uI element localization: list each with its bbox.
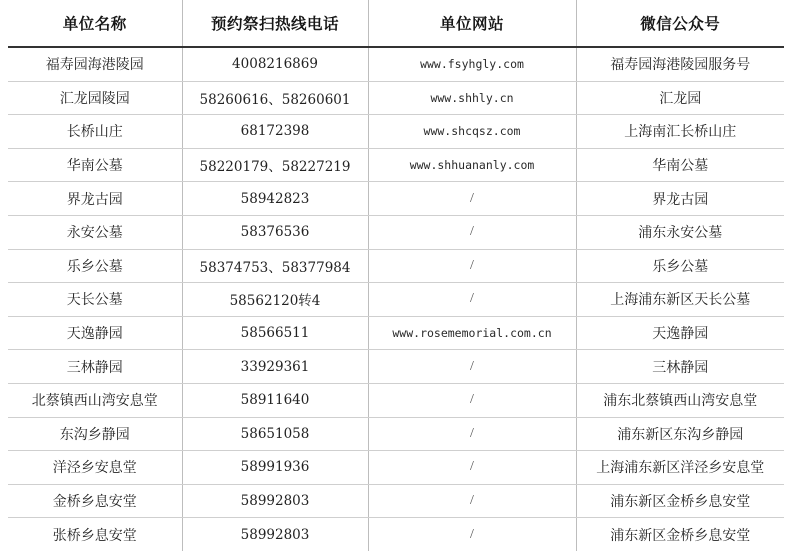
table-row <box>8 350 784 384</box>
website-cell: / <box>368 518 576 551</box>
wechat-cell: 上海南汇长桥山庄 <box>576 115 784 149</box>
phone-cell: 58992803 <box>182 484 368 518</box>
phone-cell: 58374753、58377984 <box>182 249 368 283</box>
website-cell: / <box>368 383 576 417</box>
website-cell: / <box>368 215 576 249</box>
wechat-cell: 乐乡公墓 <box>576 249 784 283</box>
phone-cell: 58566511 <box>182 316 368 350</box>
website-cell: / <box>368 249 576 283</box>
website-cell[interactable]: www.shcqsz.com <box>368 115 576 149</box>
table-row <box>8 249 784 283</box>
unit-name-cell: 华南公墓 <box>8 148 182 182</box>
wechat-cell: 浦东新区金桥乡息安堂 <box>576 484 784 518</box>
table-row <box>8 215 784 249</box>
wechat-cell: 华南公墓 <box>576 148 784 182</box>
phone-cell: 58562120转4 <box>182 283 368 317</box>
website-cell: / <box>368 417 576 451</box>
wechat-cell: 天逸静园 <box>576 316 784 350</box>
header-wechat-account: 微信公众号 <box>576 0 784 47</box>
unit-name-cell: 汇龙园陵园 <box>8 81 182 115</box>
table-row <box>8 47 784 81</box>
unit-name-cell: 乐乡公墓 <box>8 249 182 283</box>
table-row <box>8 148 784 182</box>
table-row <box>8 316 784 350</box>
unit-name-cell: 金桥乡息安堂 <box>8 484 182 518</box>
header-website: 单位网站 <box>368 0 576 47</box>
wechat-cell: 汇龙园 <box>576 81 784 115</box>
table-row <box>8 283 784 317</box>
website-cell: / <box>368 283 576 317</box>
wechat-cell: 上海浦东新区洋泾乡安息堂 <box>576 451 784 485</box>
phone-cell: 58942823 <box>182 182 368 216</box>
wechat-cell: 福寿园海港陵园服务号 <box>576 47 784 81</box>
website-cell: / <box>368 484 576 518</box>
website-cell[interactable]: www.fsyhgly.com <box>368 47 576 81</box>
cemetery-directory-table <box>8 0 784 551</box>
website-cell: / <box>368 451 576 485</box>
unit-name-cell: 福寿园海港陵园 <box>8 47 182 81</box>
table-row <box>8 417 784 451</box>
table-row <box>8 518 784 551</box>
phone-cell: 4008216869 <box>182 47 368 81</box>
table-row <box>8 81 784 115</box>
header-row <box>8 0 784 47</box>
phone-cell: 58911640 <box>182 383 368 417</box>
website-cell: / <box>368 350 576 384</box>
unit-name-cell: 永安公墓 <box>8 215 182 249</box>
unit-name-cell: 北蔡镇西山湾安息堂 <box>8 383 182 417</box>
table-row <box>8 451 784 485</box>
phone-cell: 58992803 <box>182 518 368 551</box>
unit-name-cell: 张桥乡息安堂 <box>52 527 137 544</box>
phone-cell: 58260616、58260601 <box>182 81 368 115</box>
unit-name-cell: 界龙古园 <box>8 182 182 216</box>
table-body <box>8 47 784 551</box>
website-cell[interactable]: www.shhuananly.com <box>368 148 576 182</box>
table-row <box>8 484 784 518</box>
website-cell: / <box>368 182 576 216</box>
table-row <box>8 115 784 149</box>
phone-cell: 68172398 <box>182 115 368 149</box>
phone-cell: 58651058 <box>182 417 368 451</box>
wechat-cell: 浦东永安公墓 <box>576 215 784 249</box>
wechat-cell: 浦东新区金桥乡息安堂 <box>576 518 784 551</box>
website-cell[interactable]: www.shhly.cn <box>368 81 576 115</box>
wechat-cell: 上海浦东新区天长公墓 <box>576 283 784 317</box>
table-header <box>8 0 784 47</box>
table-row <box>8 383 784 417</box>
phone-cell: 58376536 <box>182 215 368 249</box>
table-row <box>8 182 784 216</box>
wechat-cell: 三林静园 <box>576 350 784 384</box>
wechat-cell: 浦东新区东沟乡静园 <box>576 417 784 451</box>
phone-cell: 33929361 <box>182 350 368 384</box>
unit-name-cell: 洋泾乡安息堂 <box>8 451 182 485</box>
wechat-cell: 界龙古园 <box>576 182 784 216</box>
website-cell[interactable]: www.rosememorial.com.cn <box>368 316 576 350</box>
header-booking-phone: 预约祭扫热线电话 <box>182 0 368 47</box>
header-unit-name: 单位名称 <box>8 0 182 47</box>
unit-name-cell: 东沟乡静园 <box>8 417 182 451</box>
unit-name-cell: 天逸静园 <box>8 316 182 350</box>
phone-cell: 58220179、58227219 <box>182 148 368 182</box>
unit-name-cell: 天长公墓 <box>8 283 182 317</box>
phone-cell: 58991936 <box>182 451 368 485</box>
unit-name-cell: 长桥山庄 <box>8 115 182 149</box>
unit-name-cell: 三林静园 <box>8 350 182 384</box>
wechat-cell: 浦东北蔡镇西山湾安息堂 <box>576 383 784 417</box>
